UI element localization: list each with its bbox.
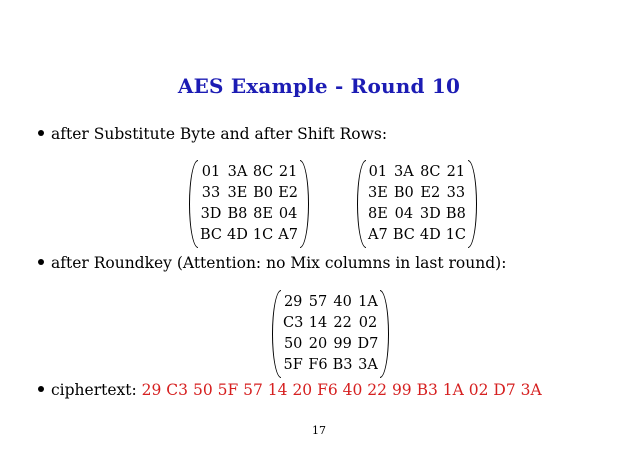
matrix-cell: 21 — [446, 164, 466, 180]
matrix-cell: 01 — [368, 164, 388, 180]
matrix-cell: 8E — [253, 206, 273, 222]
matrix-cell: E2 — [420, 185, 441, 201]
matrix-cell: 99 — [333, 336, 352, 352]
matrix-cell: 1A — [358, 294, 378, 310]
matrix-cell: 4D — [419, 227, 441, 243]
matrix-cell: 02 — [358, 315, 378, 331]
matrix-cell: B0 — [393, 185, 414, 201]
matrix-cell: 8C — [252, 164, 274, 180]
matrix-cell: 3D — [200, 206, 222, 222]
right-paren — [300, 160, 309, 248]
matrix-cell: 29 — [283, 294, 303, 310]
matrix-grid — [281, 290, 380, 378]
slide-title: AES Example - Round 10 — [177, 74, 461, 98]
matrix-cell: 33 — [446, 185, 466, 201]
matrix-cell: F6 — [308, 357, 328, 373]
matrix-cell: 3A — [358, 357, 378, 373]
matrix-cell: B8 — [227, 206, 248, 222]
matrix-cell: BC — [200, 227, 223, 243]
matrix-cell: 04 — [278, 206, 298, 222]
matrix-cell: A7 — [278, 227, 298, 243]
matrix-cell: D7 — [357, 336, 379, 352]
bullet-text: after Substitute Byte and after Shift Rows: — [51, 125, 388, 143]
matrix-cell: A7 — [368, 227, 388, 243]
matrix-grid — [366, 160, 468, 248]
bullet-substitute-shift — [38, 125, 387, 143]
matrix-grid — [198, 160, 300, 248]
matrix-cell: E2 — [278, 185, 299, 201]
matrix-cell: BC — [392, 227, 415, 243]
matrix-cell: C3 — [283, 315, 304, 331]
bullet-text: after Roundkey (Attention: no Mix columns in last round): — [51, 254, 507, 272]
matrix-cell: 4D — [227, 227, 248, 243]
bullet-dot-icon — [38, 259, 44, 265]
matrix-cell: B8 — [445, 206, 466, 222]
matrix-cell: 20 — [308, 336, 328, 352]
matrix-cell: 40 — [333, 294, 352, 310]
matrix-after-shift-rows — [357, 160, 477, 248]
ciphertext-label: ciphertext: — [51, 381, 142, 399]
matrix-cell: 22 — [333, 315, 352, 331]
bullet-ciphertext — [38, 381, 542, 399]
matrix-cell: 3D — [419, 206, 441, 222]
matrix-cell: 1C — [252, 227, 274, 243]
matrix-cell: 01 — [201, 164, 221, 180]
ciphertext-value: 29 C3 50 5F 57 14 20 F6 40 22 99 B3 1A 02 D7 3A — [141, 381, 542, 399]
matrix-cell: B0 — [253, 185, 273, 201]
matrix-cell: 3E — [368, 185, 388, 201]
matrix-cell: 57 — [308, 294, 328, 310]
matrix-cell: 8C — [420, 164, 441, 180]
matrix-cell: 50 — [283, 336, 303, 352]
matrix-cell: 8E — [368, 206, 388, 222]
matrix-cell: B3 — [332, 357, 353, 373]
matrix-cell: 3E — [227, 185, 248, 201]
left-paren — [189, 160, 198, 248]
matrix-cell: 04 — [394, 206, 414, 222]
right-paren — [468, 160, 477, 248]
matrix-cell: 33 — [201, 185, 221, 201]
matrix-cell: 3A — [227, 164, 248, 180]
bullet-dot-icon — [38, 386, 44, 392]
matrix-cell: 21 — [278, 164, 298, 180]
matrix-cell: 14 — [308, 315, 328, 331]
left-paren — [357, 160, 366, 248]
matrix-cell: 3A — [393, 164, 414, 180]
left-paren — [272, 290, 281, 378]
right-paren — [380, 290, 389, 378]
matrix-cell: 5F — [283, 357, 303, 373]
bullet-roundkey — [38, 254, 506, 272]
page-number: 17 — [312, 424, 326, 437]
matrix-after-sub-bytes — [189, 160, 309, 248]
matrix-cell: 1C — [445, 227, 467, 243]
matrix-after-roundkey — [272, 290, 389, 378]
bullet-dot-icon — [38, 130, 44, 136]
